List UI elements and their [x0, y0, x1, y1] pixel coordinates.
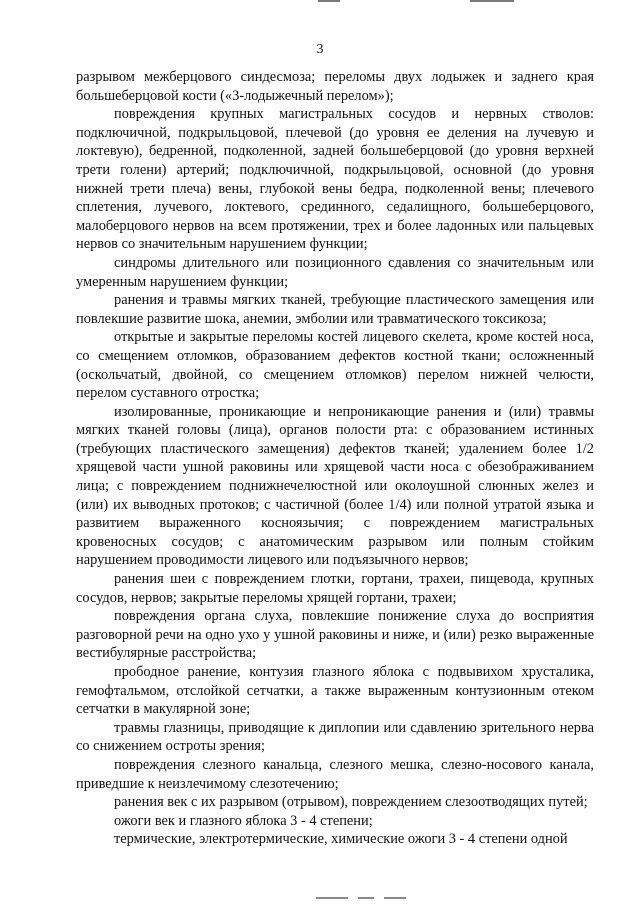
paragraph-3: синдромы длительного или позиционного сдавления со значительным или умеренным нарушением функции; — [76, 254, 594, 290]
paragraph-5: открытые и закрытые переломы костей лицевого скелета, кроме костей носа, со смещением отломков, образованием дефектов костной ткани; осложненный (оскольчатый, двойной, со смещением отломков) перелом нижней челюсти, перелом суставного отростка; — [76, 329, 594, 402]
paragraph-13: ожоги век и глазного яблока 3 - 4 степени; — [114, 812, 373, 829]
document-body — [76, 68, 594, 849]
paragraph-9: прободное ранение, контузия глазного яблока с подвывихом хрусталика, гемофтальмом, отслойкой сетчатки, а также выраженным контузионным отеком сетчатки в макулярной зоне; — [76, 664, 594, 718]
paragraph-12: ранения век с их разрывом (отрывом), повреждением слезоотводящих путей; — [114, 794, 588, 811]
paragraph-14: термические, электротермические, химические ожоги 3 - 4 степени одной — [114, 831, 568, 848]
scan-artifact-bottom-mid — [358, 897, 374, 899]
scan-artifact-top-left — [318, 0, 340, 2]
page-number: 3 — [316, 42, 324, 57]
paragraph-11: повреждения слезного канальца, слезного мешка, слезно-носового канала, приведшие к неизлечимому слезотечению; — [76, 756, 594, 792]
scan-artifact-bottom-right — [384, 897, 406, 899]
scan-artifact-bottom-left — [316, 897, 348, 899]
paragraph-1: разрывом межберцового синдесмоза; переломы двух лодыжек и заднего края большеберцовой кости («3-лодыжечный перелом»); — [76, 69, 594, 104]
paragraph-8: повреждения органа слуха, повлекшие понижение слуха до восприятия разговорной речи на одно ухо у ушной раковины и ниже, и (или) резко выраженные вестибулярные расстройства; — [76, 608, 594, 662]
paragraph-10: травмы глазницы, приводящие к диплопии или сдавлению зрительного нерва со снижением остроты зрения; — [76, 719, 594, 755]
scan-artifact-top-right — [470, 0, 514, 2]
paragraph-6: изолированные, проникающие и непроникающие ранения и (или) травмы мягких тканей головы (лица), органов полости рта: с образованием истинных (требующих пластического замещения) дефектов тканей; удалением более 1/2 хрящевой части ушной раковины или хрящевой части носа с обезображиванием лица; с повреждением поднижнечелюстной или околоушной слюнных желез и (или) их выводных протоков; с частичной (более 1/4) или полной утратой языка и развитием выраженного косноязычия; с повреждением магистральных кровеносных сосудов; с анатомическим разрывом или полным стойким нарушением проводимости лицевого или подъязычного нервов; — [76, 403, 594, 569]
paragraph-7: ранения шеи с повреждением глотки, гортани, трахеи, пищевода, крупных сосудов, нервов; закрытые переломы хрящей гортани, трахеи; — [76, 571, 594, 606]
paragraph-2: повреждения крупных магистральных сосудов и нервных стволов: подключичной, подкрыльцовой, плечевой (до уровня ее деления на лучевую и локтевую), бедренной, подколенной, задней большеберцовой (до уровня верхней трети голени) артерий; подключичной, подкрыльцовой, основной (до уровня нижней трети плеча) вены, глубокой вены бедра, подколенной вены; плечевого сплетения, лучевого, локтевого, срединного, седалищного, большеберцового, малоберцового нервов на всем протяжении, трех и более ладонных или пальцевых нервов со значительным нарушением функции; — [76, 106, 594, 253]
paragraph-4: ранения и травмы мягких тканей, требующие пластического замещения или повлекшие развитие шока, анемии, эмболии или травматического токсикоза; — [76, 292, 594, 327]
